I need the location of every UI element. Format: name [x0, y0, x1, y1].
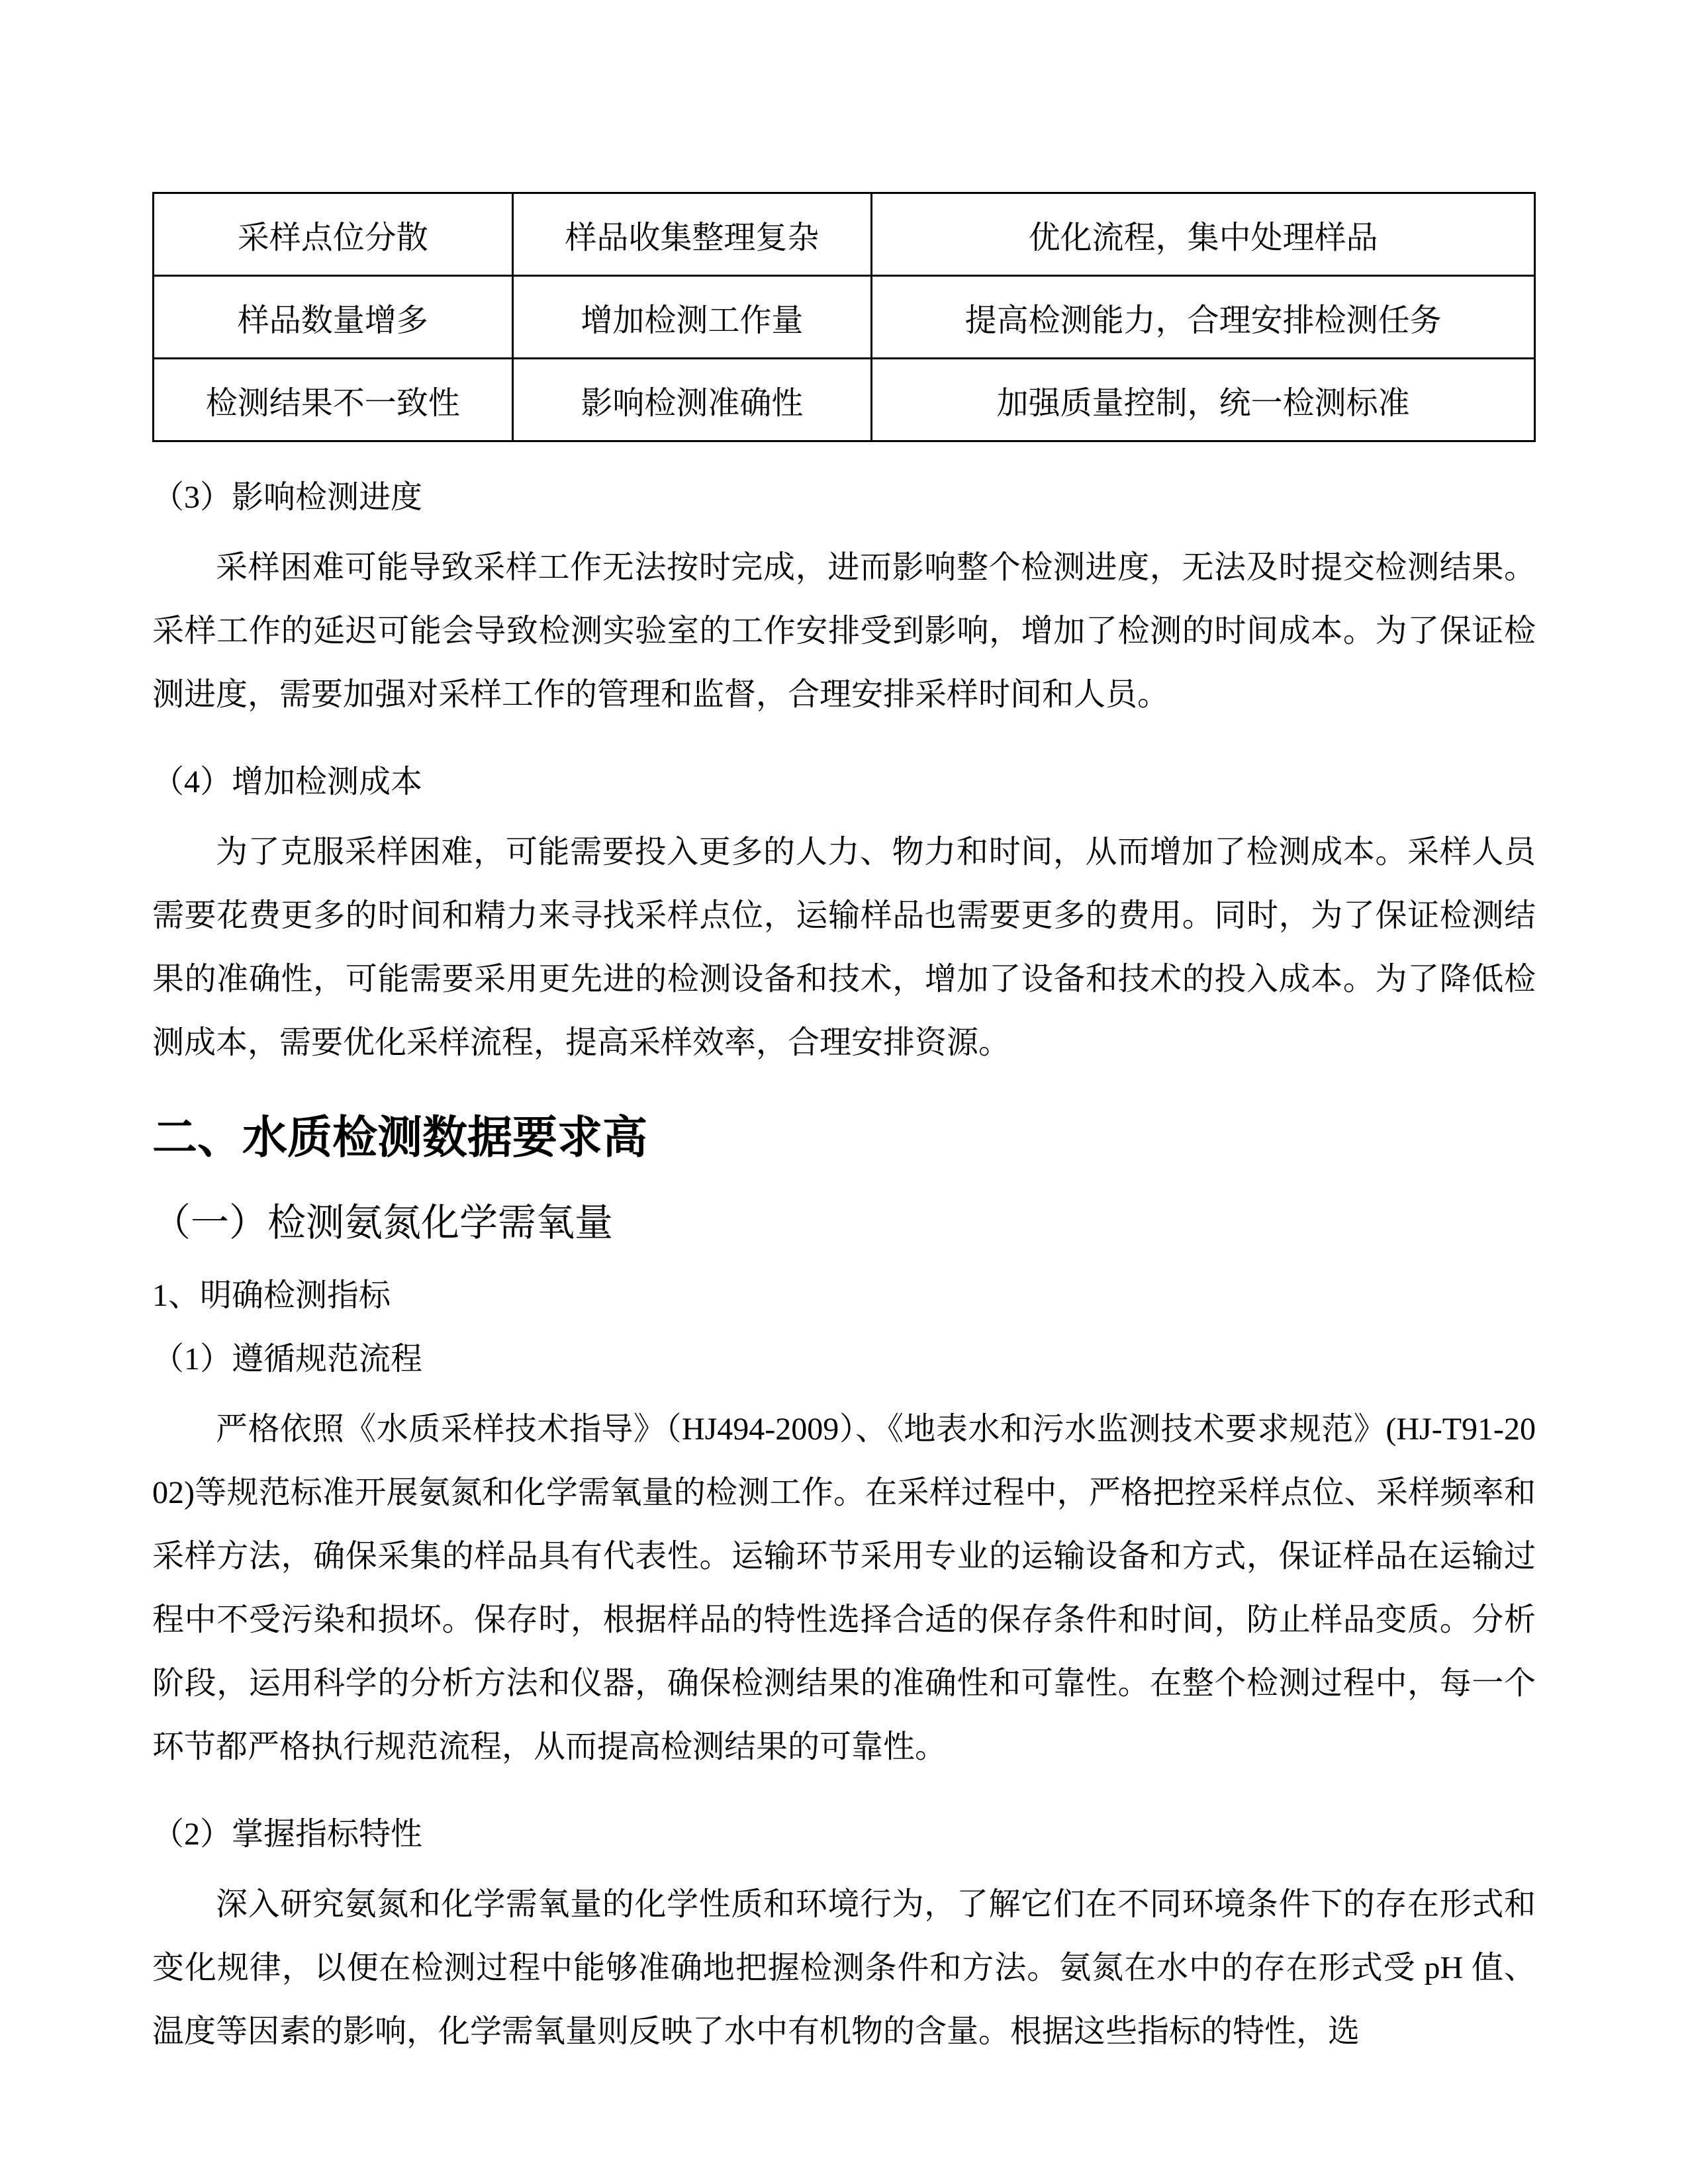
table-cell: 影响检测准确性 [512, 359, 872, 441]
table-cell: 优化流程，集中处理样品 [872, 193, 1535, 276]
table-cell: 增加检测工作量 [512, 276, 872, 359]
paragraph-standard-process: 严格依照《水质采样技术指导》（HJ494-2009）、《地表水和污水监测技术要求规范》(HJ-T91-2002)等规范标准开展氨氮和化学需氧量的检测工作。在采样过程中，严格把控采样点位、采样频率和采样方法，确保采集的样品具有代表性。运输环节采用专业的运输设备和方式，保证样品在运输过程中不受污染和损坏。保存时，根据样品的特性选择合适的保存条件和时间，防止样品变质。分析阶段，运用科学的分析方法和仪器，确保检测结果的准确性和可靠性。在整个检测过程中，每一个环节都严格执行规范流程，从而提高检测结果的可靠性。 [152, 1412, 1536, 1764]
table-cell: 样品收集整理复杂 [512, 193, 872, 276]
issues-table [152, 192, 1536, 442]
table-row [154, 276, 1535, 359]
table-cell: 加强质量控制，统一检测标准 [872, 359, 1535, 441]
subsection-heading-3: （3）影响检测进度 [152, 480, 423, 515]
item-heading-2: （2）掌握指标特性 [152, 1817, 423, 1852]
paragraph-indicator-characteristics: 深入研究氨氮和化学需氧量的化学性质和环境行为，了解它们在不同环境条件下的存在形式和变化规律，以便在检测过程中能够准确地把握检测条件和方法。氨氮在水中的存在形式受 pH 值、温度等因素的影响，化学需氧量则反映了水中有机物的含量。根据这些指标的特性，选 [152, 1887, 1536, 2049]
subsection-heading-4: （4）增加检测成本 [152, 764, 423, 799]
page-content [152, 192, 1536, 2064]
table-cell: 采样点位分散 [154, 193, 513, 276]
paragraph-detection-cost: 为了克服采样困难，可能需要投入更多的人力、物力和时间，从而增加了检测成本。采样人员需要花费更多的时间和精力来寻找采样点位，运输样品也需要更多的费用。同时，为了保证检测结果的准确性，可能需要采用更先进的检测设备和技术，增加了设备和技术的投入成本。为了降低检测成本，需要优化采样流程，提高采样效率，合理安排资源。 [152, 835, 1536, 1060]
table-row [154, 359, 1535, 441]
section-heading-level1: 二、水质检测数据要求高 [152, 1113, 648, 1163]
table-row [154, 193, 1535, 276]
paragraph-detection-progress: 采样困难可能导致采样工作无法按时完成，进而影响整个检测进度，无法及时提交检测结果。采样工作的延迟可能会导致检测实验室的工作安排受到影响，增加了检测的时间成本。为了保证检测进度，需要加强对采样工作的管理和监督，合理安排采样时间和人员。 [152, 550, 1536, 712]
numbered-heading-1: 1、明确检测指标 [152, 1278, 391, 1313]
item-heading-1: （1）遵循规范流程 [152, 1342, 423, 1377]
table-cell: 检测结果不一致性 [154, 359, 513, 441]
table-cell: 样品数量增多 [154, 276, 513, 359]
section-heading-level2: （一）检测氨氮化学需氧量 [152, 1201, 614, 1244]
table-cell: 提高检测能力，合理安排检测任务 [872, 276, 1535, 359]
